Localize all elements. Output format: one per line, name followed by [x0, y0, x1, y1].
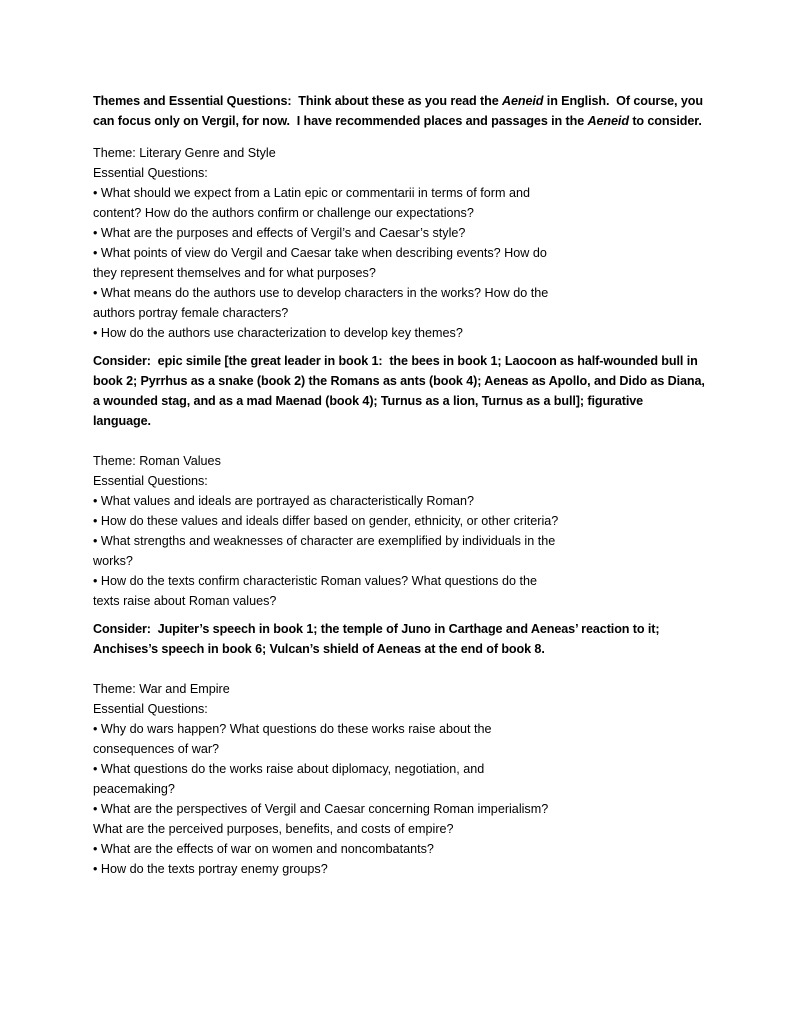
- essential-questions-label: Essential Questions:: [93, 702, 208, 716]
- question-line: • What means do the authors use to develop characters in the works? How do the: [93, 286, 549, 300]
- consider-line: book 2; Pyrrhus as a snake (book 2) the Romans as ants (book 4); Aeneas as Apollo, and Dido as Diana,: [93, 374, 705, 388]
- theme-section-genre: [93, 143, 713, 431]
- question-line: consequences of war?: [93, 742, 220, 756]
- question-line: • What questions do the works raise about diplomacy, negotiation, and: [93, 762, 485, 776]
- question-line: • How do the texts portray enemy groups?: [93, 862, 328, 876]
- consider-line: Anchises’s speech in book 6; Vulcan’s shield of Aeneas at the end of book 8.: [93, 642, 545, 656]
- spacer: [93, 659, 713, 679]
- theme-section-war-empire: [93, 679, 713, 879]
- question-line: works?: [93, 554, 133, 568]
- consider-note: [93, 619, 713, 659]
- aeneid-title: Aeneid: [587, 114, 629, 128]
- question-line: content? How do the authors confirm or challenge our expectations?: [93, 206, 474, 220]
- consider-line: Consider: epic simile [the great leader in book 1: the bees in book 1; Laocoon as half-wounded bull in: [93, 354, 698, 368]
- question-line: • How do these values and ideals differ based on gender, ethnicity, or other criteria?: [93, 514, 559, 528]
- aeneid-title: Aeneid: [502, 94, 544, 108]
- question-line: • Why do wars happen? What questions do these works raise about the: [93, 722, 492, 736]
- consider-line: Consider: Jupiter’s speech in book 1; the temple of Juno in Carthage and Aeneas’ reaction to it;: [93, 622, 660, 636]
- theme-title: Theme: Roman Values: [93, 454, 221, 468]
- question-line: What are the perceived purposes, benefits, and costs of empire?: [93, 822, 454, 836]
- question-line: • What are the effects of war on women and noncombatants?: [93, 842, 434, 856]
- question-line: • What are the purposes and effects of Vergil’s and Caesar’s style?: [93, 226, 466, 240]
- question-line: • How do the texts confirm characteristic Roman values? What questions do the: [93, 574, 537, 588]
- theme-title: Theme: Literary Genre and Style: [93, 146, 276, 160]
- theme-section-roman-values: [93, 451, 713, 659]
- consider-line: a wounded stag, and as a mad Maenad (book 4); Turnus as a lion, Turnus as a bull]; figurative: [93, 394, 644, 408]
- theme-title: Theme: War and Empire: [93, 682, 230, 696]
- question-line: texts raise about Roman values?: [93, 594, 277, 608]
- spacer: [93, 431, 713, 451]
- question-line: • What points of view do Vergil and Caesar take when describing events? How do: [93, 246, 547, 260]
- question-line: authors portray female characters?: [93, 306, 289, 320]
- intro-line-2: can focus only on Vergil, for now. I have recommended places and passages in the Aeneid to consider.: [93, 114, 702, 128]
- question-line: they represent themselves and for what purposes?: [93, 266, 376, 280]
- question-line: • How do the authors use characterization to develop key themes?: [93, 326, 463, 340]
- intro-line-1: Themes and Essential Questions: Think about these as you read the Aeneid in English. Of course, you: [93, 94, 703, 108]
- essential-questions-label: Essential Questions:: [93, 166, 208, 180]
- intro-heading: [93, 91, 713, 131]
- question-line: • What should we expect from a Latin epic or commentarii in terms of form and: [93, 186, 530, 200]
- essential-questions-label: Essential Questions:: [93, 474, 208, 488]
- document-page: [93, 91, 713, 879]
- question-line: • What values and ideals are portrayed as characteristically Roman?: [93, 494, 475, 508]
- consider-line: language.: [93, 414, 151, 428]
- question-line: • What strengths and weaknesses of character are exemplified by individuals in the: [93, 534, 556, 548]
- question-line: • What are the perspectives of Vergil and Caesar concerning Roman imperialism?: [93, 802, 549, 816]
- question-line: peacemaking?: [93, 782, 175, 796]
- consider-note: [93, 351, 713, 431]
